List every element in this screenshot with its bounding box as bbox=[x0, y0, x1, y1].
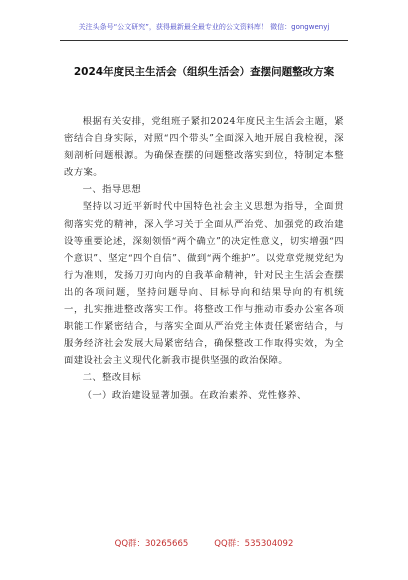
document-body bbox=[64, 113, 344, 404]
qq-group-2: QQ群：535304092 bbox=[214, 539, 294, 549]
footer-contact bbox=[0, 537, 408, 549]
qq-group-1: QQ群：30265665 bbox=[114, 539, 189, 549]
guiding-ideology-paragraph: 坚持以习近平新时代中国特色社会主义思想为指导，全面贯彻落实党的精神，深入学习关于全面从严治党、加强党的政治建设等重要论述，深刻领悟“两个确立”的决定性意义，切实增强“四个意识”、坚定“四个自信”、做到“两个维护”。以党章党规党纪为行为准则，发扬刀刃向内的自我革命精神，针对民主生活会查摆出的各项问题，坚持问题导向、目标导向和结果导向的有机统一，扎实推进整改落实工作。将整改工作与推动市委办公室各项职能工作紧密结合，与落实全面从严治党主体责任紧密结合，与服务经济社会发展大局紧密结合，确保整改工作取得实效，为全面建设社会主义现代化新我市提供坚强的政治保障。 bbox=[64, 201, 344, 367]
section-heading-guiding-ideology: 一、指导思想 bbox=[82, 184, 142, 196]
document-title: 2024年度民主生活会（组织生活会）查摆问题整改方案 bbox=[73, 66, 335, 78]
header-divider bbox=[60, 40, 348, 41]
section-heading-goals: 二、整改目标 bbox=[82, 372, 142, 384]
header-banner: 关注头条号“公文研究”，获得最新最全最专业的公文资料库！ 微信：gongwenyj bbox=[78, 23, 330, 31]
intro-paragraph: 根据有关安排，党组班子紧扣2024年度民主生活会主题，紧密结合自身实际，对照“四个带头”全面深入地开展自我检视，深刻剖析问题根源。为确保查摆的问题整改落实到位，特制定本整改方案。 bbox=[64, 116, 344, 179]
goal-item-political-building: （一）政治建设显著加强。在政治素养、党性修养、 bbox=[82, 389, 307, 401]
